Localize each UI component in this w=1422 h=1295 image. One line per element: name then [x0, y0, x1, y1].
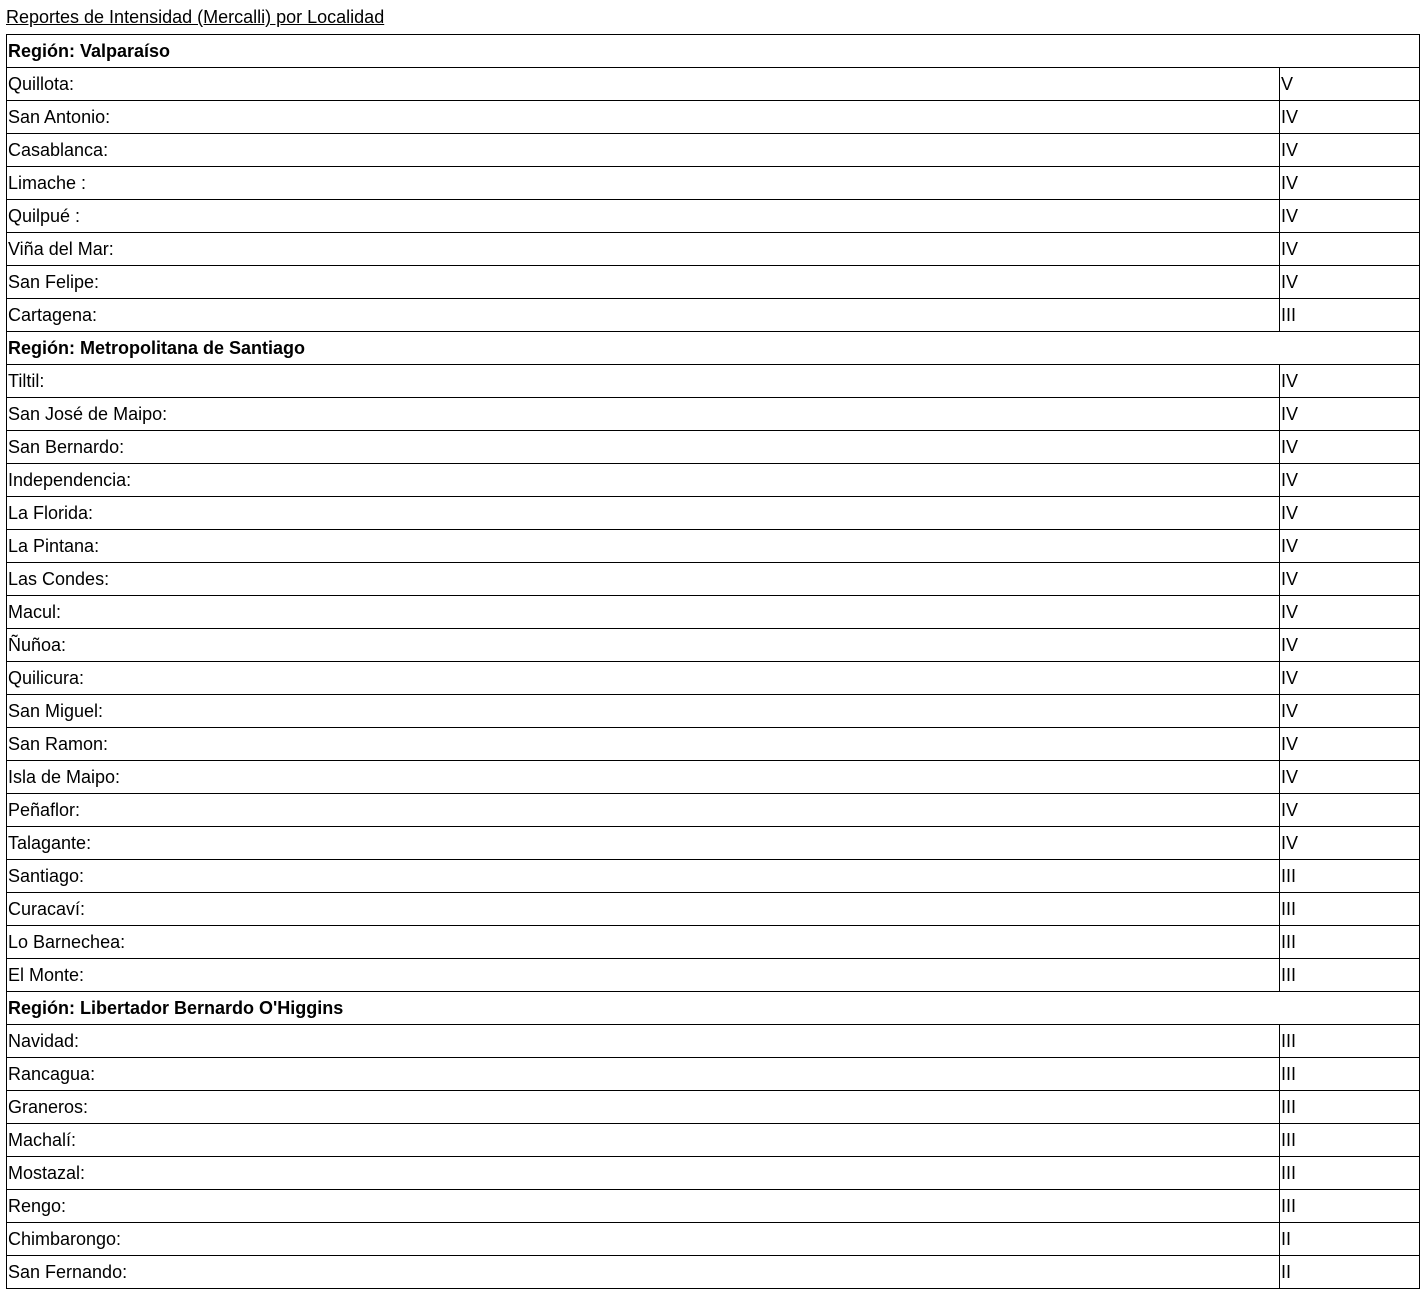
intensity-cell: IV: [1280, 200, 1420, 233]
intensity-cell: IV: [1280, 629, 1420, 662]
locality-cell: Viña del Mar:: [7, 233, 1280, 266]
intensity-cell: IV: [1280, 728, 1420, 761]
table-row: [7, 596, 1420, 629]
table-row: [7, 794, 1420, 827]
table-row: [7, 662, 1420, 695]
region-header-row: [7, 992, 1420, 1025]
region-name: Región: Libertador Bernardo O'Higgins: [7, 992, 1420, 1025]
locality-cell: Cartagena:: [7, 299, 1280, 332]
intensity-cell: IV: [1280, 761, 1420, 794]
locality-cell: Macul:: [7, 596, 1280, 629]
table-row: [7, 134, 1420, 167]
table-row: [7, 893, 1420, 926]
table-row: [7, 1157, 1420, 1190]
table-row: [7, 68, 1420, 101]
locality-cell: Machalí:: [7, 1124, 1280, 1157]
table-row: [7, 728, 1420, 761]
table-row: [7, 431, 1420, 464]
intensity-cell: IV: [1280, 167, 1420, 200]
table-row: [7, 398, 1420, 431]
intensity-cell: IV: [1280, 266, 1420, 299]
intensity-cell: IV: [1280, 794, 1420, 827]
intensity-cell: IV: [1280, 497, 1420, 530]
locality-cell: Rancagua:: [7, 1058, 1280, 1091]
intensity-cell: III: [1280, 1025, 1420, 1058]
locality-cell: Quillota:: [7, 68, 1280, 101]
table-row: [7, 1223, 1420, 1256]
intensity-cell: IV: [1280, 233, 1420, 266]
locality-cell: Rengo:: [7, 1190, 1280, 1223]
intensity-table: [6, 34, 1420, 1289]
locality-cell: El Monte:: [7, 959, 1280, 992]
intensity-cell: III: [1280, 893, 1420, 926]
locality-cell: Graneros:: [7, 1091, 1280, 1124]
intensity-cell: IV: [1280, 398, 1420, 431]
locality-cell: San Miguel:: [7, 695, 1280, 728]
locality-cell: Curacaví:: [7, 893, 1280, 926]
locality-cell: La Florida:: [7, 497, 1280, 530]
intensity-cell: III: [1280, 860, 1420, 893]
table-row: [7, 365, 1420, 398]
locality-cell: Las Condes:: [7, 563, 1280, 596]
intensity-cell: IV: [1280, 695, 1420, 728]
intensity-cell: II: [1280, 1256, 1420, 1289]
intensity-cell: IV: [1280, 530, 1420, 563]
intensity-cell: IV: [1280, 134, 1420, 167]
table-row: [7, 1190, 1420, 1223]
intensity-cell: III: [1280, 1157, 1420, 1190]
locality-cell: Chimbarongo:: [7, 1223, 1280, 1256]
table-row: [7, 860, 1420, 893]
locality-cell: Casablanca:: [7, 134, 1280, 167]
locality-cell: Talagante:: [7, 827, 1280, 860]
locality-cell: Limache :: [7, 167, 1280, 200]
table-row: [7, 629, 1420, 662]
region-name: Región: Valparaíso: [7, 35, 1420, 68]
table-row: [7, 167, 1420, 200]
locality-cell: Lo Barnechea:: [7, 926, 1280, 959]
intensity-cell: III: [1280, 1091, 1420, 1124]
table-row: [7, 926, 1420, 959]
intensity-cell: III: [1280, 1124, 1420, 1157]
locality-cell: Isla de Maipo:: [7, 761, 1280, 794]
locality-cell: La Pintana:: [7, 530, 1280, 563]
intensity-cell: III: [1280, 1190, 1420, 1223]
locality-cell: San Antonio:: [7, 101, 1280, 134]
table-row: [7, 1025, 1420, 1058]
locality-cell: Ñuñoa:: [7, 629, 1280, 662]
table-row: [7, 1091, 1420, 1124]
intensity-cell: IV: [1280, 365, 1420, 398]
locality-cell: San Bernardo:: [7, 431, 1280, 464]
table-row: [7, 233, 1420, 266]
table-row: [7, 959, 1420, 992]
intensity-cell: III: [1280, 959, 1420, 992]
table-row: [7, 530, 1420, 563]
intensity-cell: IV: [1280, 596, 1420, 629]
locality-cell: San Ramon:: [7, 728, 1280, 761]
intensity-table-body: [7, 35, 1420, 1289]
table-row: [7, 299, 1420, 332]
intensity-cell: III: [1280, 926, 1420, 959]
table-row: [7, 1058, 1420, 1091]
table-row: [7, 266, 1420, 299]
locality-cell: Mostazal:: [7, 1157, 1280, 1190]
locality-cell: Tiltil:: [7, 365, 1280, 398]
locality-cell: Santiago:: [7, 860, 1280, 893]
region-name: Región: Metropolitana de Santiago: [7, 332, 1420, 365]
intensity-cell: IV: [1280, 662, 1420, 695]
table-row: [7, 1256, 1420, 1289]
intensity-cell: V: [1280, 68, 1420, 101]
table-row: [7, 101, 1420, 134]
table-row: [7, 695, 1420, 728]
table-row: [7, 563, 1420, 596]
report-title-link[interactable]: Reportes de Intensidad (Mercalli) por Localidad: [6, 7, 385, 27]
table-row: [7, 464, 1420, 497]
locality-cell: Quilpué :: [7, 200, 1280, 233]
intensity-cell: IV: [1280, 464, 1420, 497]
table-row: [7, 827, 1420, 860]
locality-cell: San Fernando:: [7, 1256, 1280, 1289]
intensity-cell: IV: [1280, 431, 1420, 464]
intensity-cell: II: [1280, 1223, 1420, 1256]
locality-cell: Peñaflor:: [7, 794, 1280, 827]
locality-cell: San Felipe:: [7, 266, 1280, 299]
locality-cell: San José de Maipo:: [7, 398, 1280, 431]
table-row: [7, 761, 1420, 794]
locality-cell: Independencia:: [7, 464, 1280, 497]
region-header-row: [7, 35, 1420, 68]
intensity-cell: III: [1280, 299, 1420, 332]
locality-cell: Quilicura:: [7, 662, 1280, 695]
region-header-row: [7, 332, 1420, 365]
table-row: [7, 200, 1420, 233]
intensity-cell: IV: [1280, 101, 1420, 134]
intensity-cell: IV: [1280, 563, 1420, 596]
intensity-cell: IV: [1280, 827, 1420, 860]
table-row: [7, 497, 1420, 530]
table-row: [7, 1124, 1420, 1157]
locality-cell: Navidad:: [7, 1025, 1280, 1058]
intensity-cell: III: [1280, 1058, 1420, 1091]
